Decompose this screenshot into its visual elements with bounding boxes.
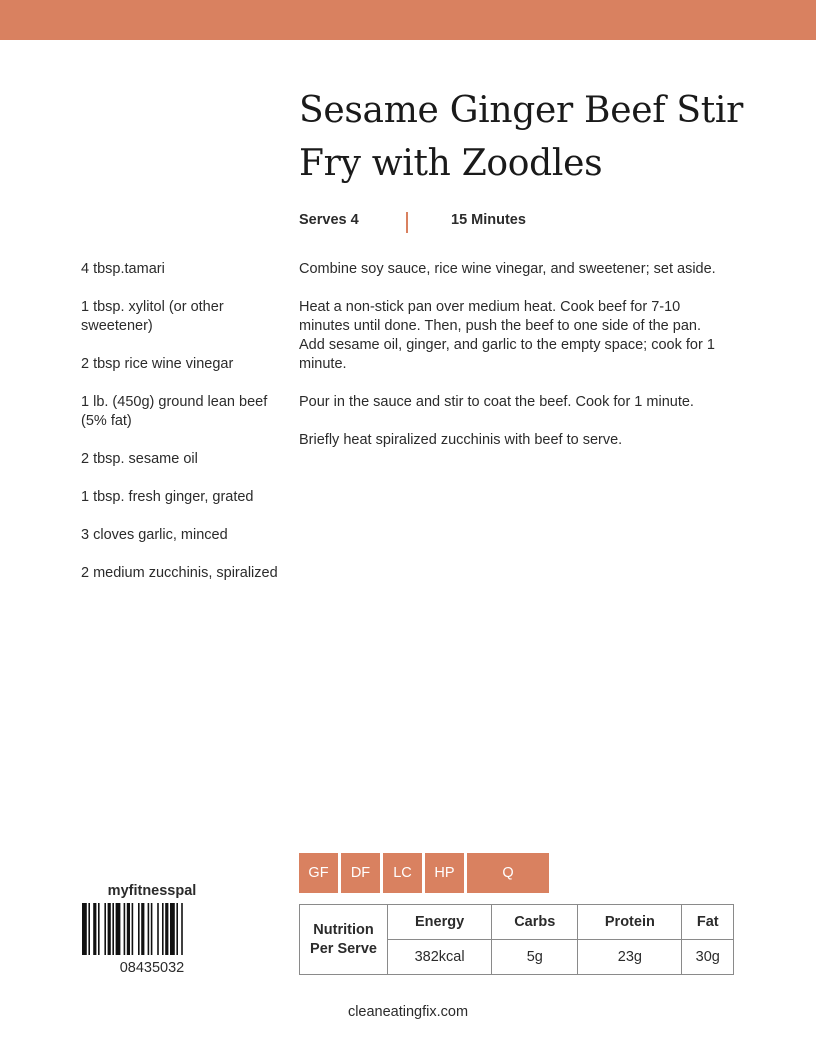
nutrition-column-header: Energy	[388, 905, 492, 940]
method-step: Pour in the sauce and stir to coat the beef. Cook for 1 minute.	[299, 394, 694, 410]
diet-tag: HP	[425, 853, 464, 893]
footer-website: cleaneatingfix.com	[347, 1004, 469, 1020]
nutrition-value: 30g	[682, 940, 734, 975]
method-step: Combine soy sauce, rice wine vinegar, and sweetener; set aside.	[299, 261, 716, 277]
ingredient-item: 4 tbsp.tamari	[81, 261, 165, 277]
header-accent-bar	[0, 0, 816, 40]
recipe-title: Sesame Ginger Beef Stir Fry with Zoodles	[299, 90, 744, 184]
ingredient-item: 1 tbsp. xylitol (or other sweetener)	[81, 299, 224, 334]
ingredient-item: 2 tbsp rice wine vinegar	[81, 356, 234, 372]
nutrition-column-header: Carbs	[492, 905, 578, 940]
method-steps	[299, 260, 729, 469]
ingredients-list	[81, 260, 281, 602]
method-step: Heat a non-stick pan over medium heat. Cook beef for 7-10 minutes until done. Then, push the beef to one side of the pan. Add sesame oil, ginger, and garlic to the empty space; cook for 1 minute.	[299, 299, 715, 372]
ingredient-item: 2 tbsp. sesame oil	[81, 451, 198, 467]
nutrition-column-header: Fat	[682, 905, 734, 940]
barcode-image	[81, 903, 223, 955]
diet-tag: Q	[467, 853, 549, 893]
ingredient-item: 1 tbsp. fresh ginger, grated	[81, 489, 254, 505]
barcode-brand: myfitnesspal	[107, 883, 197, 899]
ingredient-item: 3 cloves garlic, minced	[81, 527, 228, 543]
time-label: 15 Minutes	[451, 212, 526, 228]
ingredient-item: 1 lb. (450g) ground lean beef (5% fat)	[81, 394, 268, 429]
meta-divider	[406, 212, 408, 233]
serves-label: Serves 4	[299, 212, 359, 228]
nutrition-value: 382kcal	[388, 940, 492, 975]
method-step: Briefly heat spiralized zucchinis with beef to serve.	[299, 432, 623, 448]
diet-tag: GF	[299, 853, 338, 893]
nutrition-value: 23g	[578, 940, 682, 975]
nutrition-column-header: Protein	[578, 905, 682, 940]
diet-tags	[299, 853, 549, 893]
diet-tag: LC	[383, 853, 422, 893]
diet-tag: DF	[341, 853, 380, 893]
barcode-number: 08435032	[119, 960, 185, 976]
nutrition-table	[299, 904, 734, 975]
ingredient-item: 2 medium zucchinis, spiralized	[81, 565, 278, 581]
nutrition-row-header: Nutrition Per Serve	[300, 905, 388, 975]
nutrition-value: 5g	[492, 940, 578, 975]
